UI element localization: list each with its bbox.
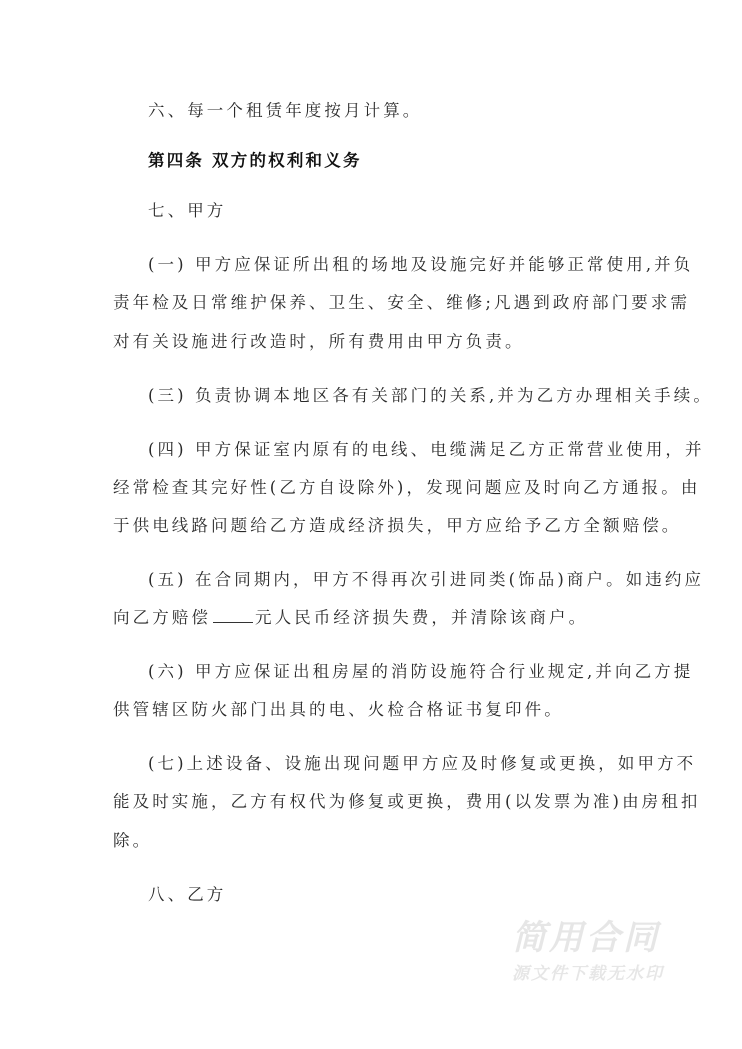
item-3-line-1: (三) 负责协调本地区各有关部门的关系,并为乙方办理相关手续。: [148, 386, 713, 405]
section-eight-party-b: 八、乙方: [148, 885, 227, 904]
item-6-line-2: 供管辖区防火部门出具的电、火检合格证书复印件。: [113, 700, 564, 719]
watermark-subtitle: 源文件下载无水印: [512, 964, 664, 984]
item-5-line-2: [113, 607, 653, 629]
item-1-line-1: (一) 甲方应保证所出租的场地及设施完好并能够正常使用,并负: [148, 255, 694, 274]
article-four-heading: 第四条 双方的权利和义务: [148, 151, 362, 170]
item-6-line-1: (六) 甲方应保证出租房屋的消防设施符合行业规定,并向乙方提: [148, 662, 694, 681]
item-4-line-3: 于供电线路问题给乙方造成经济损失，甲方应给予乙方全额赔偿。: [113, 516, 682, 535]
item-4-line-1: (四) 甲方保证室内原有的电线、电缆满足乙方正常营业使用，并: [148, 440, 705, 459]
item-1-line-2: 责年检及日常维护保养、卫生、安全、维修;凡遇到政府部门要求需: [113, 293, 691, 312]
item-4-line-2: 经常检查其完好性(乙方自设除外)，发现问题应及时向乙方通报。由: [113, 478, 701, 497]
item-7-line-2: 能及时实施，乙方有权代为修复或更换，费用(以发票为准)由房租扣: [113, 792, 701, 811]
compensation-text-after: 元人民币经济损失费，并清除该商户。: [255, 608, 589, 627]
item-5-line-1: (五) 在合同期内，甲方不得再次引进同类(饰品)商户。如违约应: [148, 570, 705, 589]
compensation-text-before: 向乙方赔偿: [113, 608, 211, 627]
watermark: [512, 918, 712, 986]
item-7-line-3: 除。: [113, 831, 153, 850]
item-1-line-3: 对有关设施进行改造时，所有费用由甲方负责。: [113, 332, 525, 351]
section-seven-party-a: 七、甲方: [148, 201, 227, 220]
compensation-amount-blank: [213, 608, 253, 623]
clause-six-monthly-calc: 六、每一个租赁年度按月计算。: [148, 101, 423, 120]
item-7-line-1: (七)上述设备、设施出现问题甲方应及时修复或更换，如甲方不: [148, 754, 697, 773]
watermark-title: 简用合同: [512, 918, 660, 958]
